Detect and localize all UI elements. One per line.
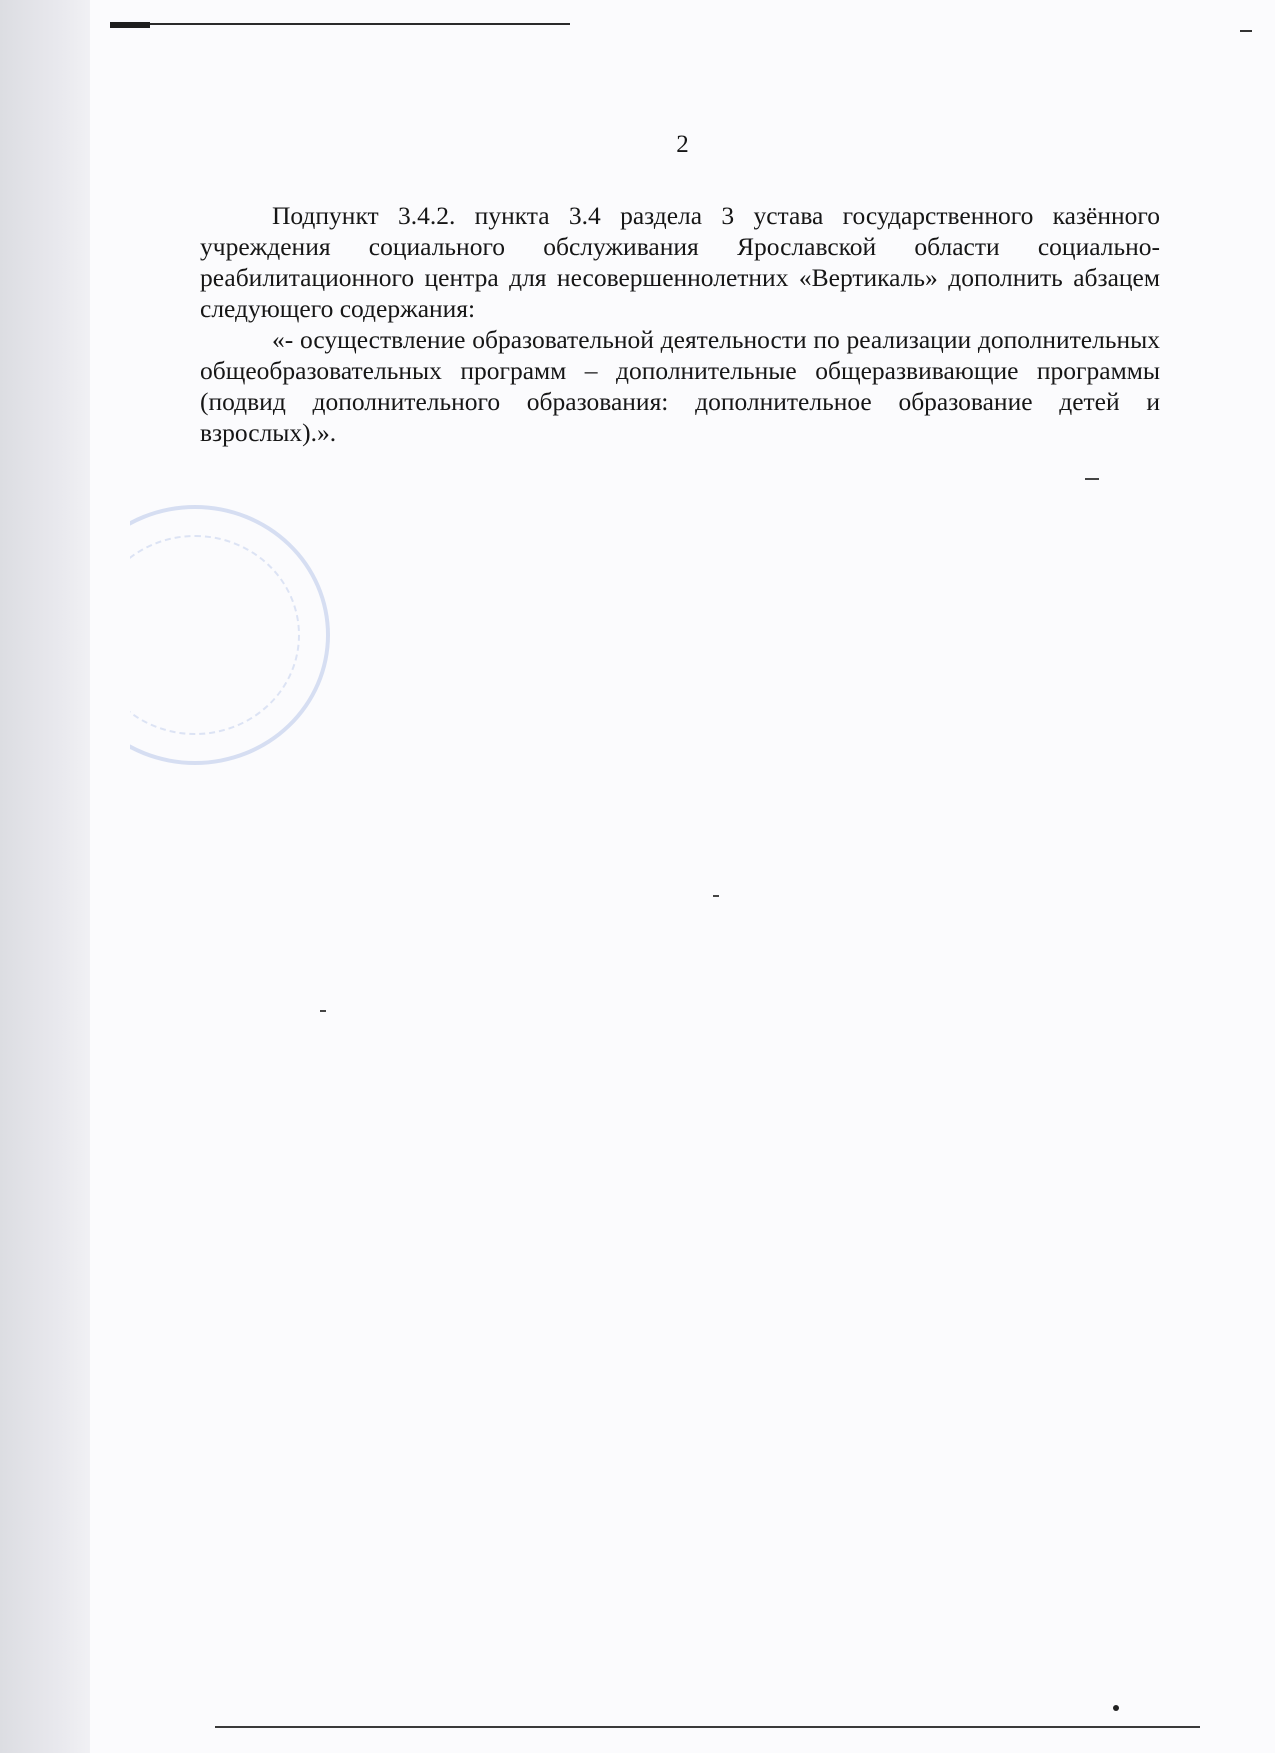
- stray-mark: [1085, 478, 1099, 480]
- top-right-mark: [1240, 30, 1252, 32]
- top-edge-mark: [110, 22, 150, 28]
- paragraph-amendment: Подпункт 3.4.2. пункта 3.4 раздела 3 устава государственного казённого учреждения социального обслуживания Ярославской области социально-реабилитационного центра для несовершеннолетних «Вертикаль» дополнить абзацем следующего содержания:: [200, 201, 1160, 323]
- document-body: [200, 200, 1160, 448]
- stray-mark: [713, 895, 719, 897]
- top-edge-line: [110, 23, 570, 25]
- bottom-edge-line: [215, 1726, 1200, 1728]
- stray-mark: [320, 1010, 326, 1012]
- paragraph-quoted-clause: «- осуществление образовательной деятельности по реализации дополнительных общеобразовательных программ – дополнительные общеразвивающие программы (подвид дополнительного образования: дополнительное образование детей и взрослых).».: [200, 325, 1160, 447]
- page-number: 2: [676, 131, 689, 158]
- faded-seal-stamp: [130, 505, 340, 765]
- bottom-dot: [1113, 1705, 1119, 1711]
